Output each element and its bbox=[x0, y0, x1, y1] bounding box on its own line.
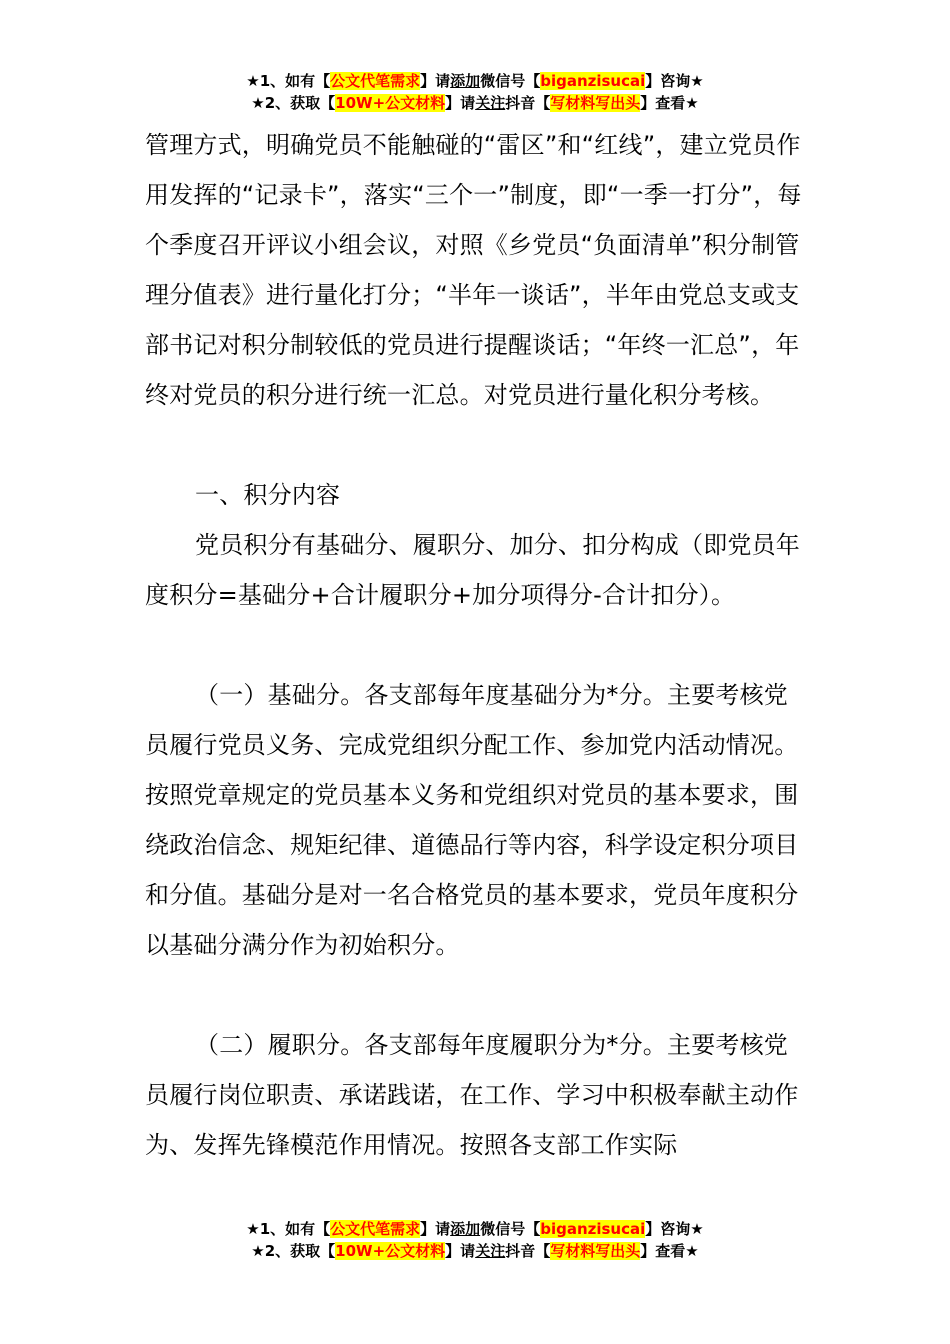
paragraph-continued: 管理方式，明确党员不能触碰的“雷区”和“红线”，建立党员作用发挥的“记录卡”，落实“三个一”制度，即“一季一打分”，每个季度召开评议小组会议，对照《乡党员“负面清单”积分制管理分值表》进行量化打分；“半年一谈话”，半年由党总支或支部书记对积分制较低的党员进行提醒谈话；“年终一汇总”，年终对党员的积分进行统一汇总。对党员进行量化积分考核。 bbox=[145, 131, 802, 409]
star-icon: ★ bbox=[685, 94, 699, 112]
paragraph-composition: 党员积分有基础分、履职分、加分、扣分构成（即党员年度积分=基础分+合计履职分+加分项得分-合计扣分）。 bbox=[145, 531, 800, 609]
bottom-promo-banner bbox=[0, 1218, 950, 1262]
promo-highlight: 写材料写出头 bbox=[550, 1242, 641, 1260]
star-icon: ★ bbox=[690, 1220, 704, 1238]
paragraph-basic-score: （一）基础分。各支部每年度基础分为*分。主要考核党员履行党员义务、完成党组织分配工作、参加党内活动情况。按照党章规定的党员基本义务和党组织对党员的基本要求，围绕政治信念、规矩纪律、道德品行等内容，科学设定积分项目和分值。基础分是对一名合格党员的基本要求，党员年度积分以基础分满分作为初始积分。 bbox=[145, 681, 799, 959]
star-icon: ★ bbox=[251, 94, 265, 112]
promo-highlight: 公文代笔需求 bbox=[330, 72, 421, 90]
star-icon: ★ bbox=[685, 1242, 699, 1260]
top-promo-banner bbox=[0, 70, 950, 114]
star-icon: ★ bbox=[251, 1242, 265, 1260]
paragraph-duty-score: （二）履职分。各支部每年度履职分为*分。主要考核党员履行岗位职责、承诺践诺，在工作、学习中积极奉献主动作为、发挥先锋模范作用情况。按照各支部工作实际 bbox=[145, 1031, 799, 1159]
star-icon: ★ bbox=[246, 1220, 260, 1238]
document-body bbox=[145, 120, 807, 1170]
star-icon: ★ bbox=[246, 72, 260, 90]
promo-highlight: 10W+公文材料 bbox=[335, 1242, 446, 1260]
promo-highlight: 公文代笔需求 bbox=[330, 1220, 421, 1238]
promo-line-1: ★1、如有【公文代笔需求】请添加微信号【biganzisucai】咨询★ bbox=[246, 72, 704, 90]
promo-line-2: ★2、获取【10W+公文材料】请关注抖音【写材料写出头】查看★ bbox=[251, 94, 699, 112]
promo-line-2: ★2、获取【10W+公文材料】请关注抖音【写材料写出头】查看★ bbox=[251, 1242, 699, 1260]
promo-line-1: ★1、如有【公文代笔需求】请添加微信号【biganzisucai】咨询★ bbox=[246, 1220, 704, 1238]
promo-highlight: biganzisucai bbox=[540, 72, 646, 90]
star-icon: ★ bbox=[690, 72, 704, 90]
promo-highlight: biganzisucai bbox=[540, 1220, 646, 1238]
promo-highlight: 写材料写出头 bbox=[550, 94, 641, 112]
promo-highlight: 10W+公文材料 bbox=[335, 94, 446, 112]
section-heading: 一、积分内容 bbox=[195, 481, 341, 509]
